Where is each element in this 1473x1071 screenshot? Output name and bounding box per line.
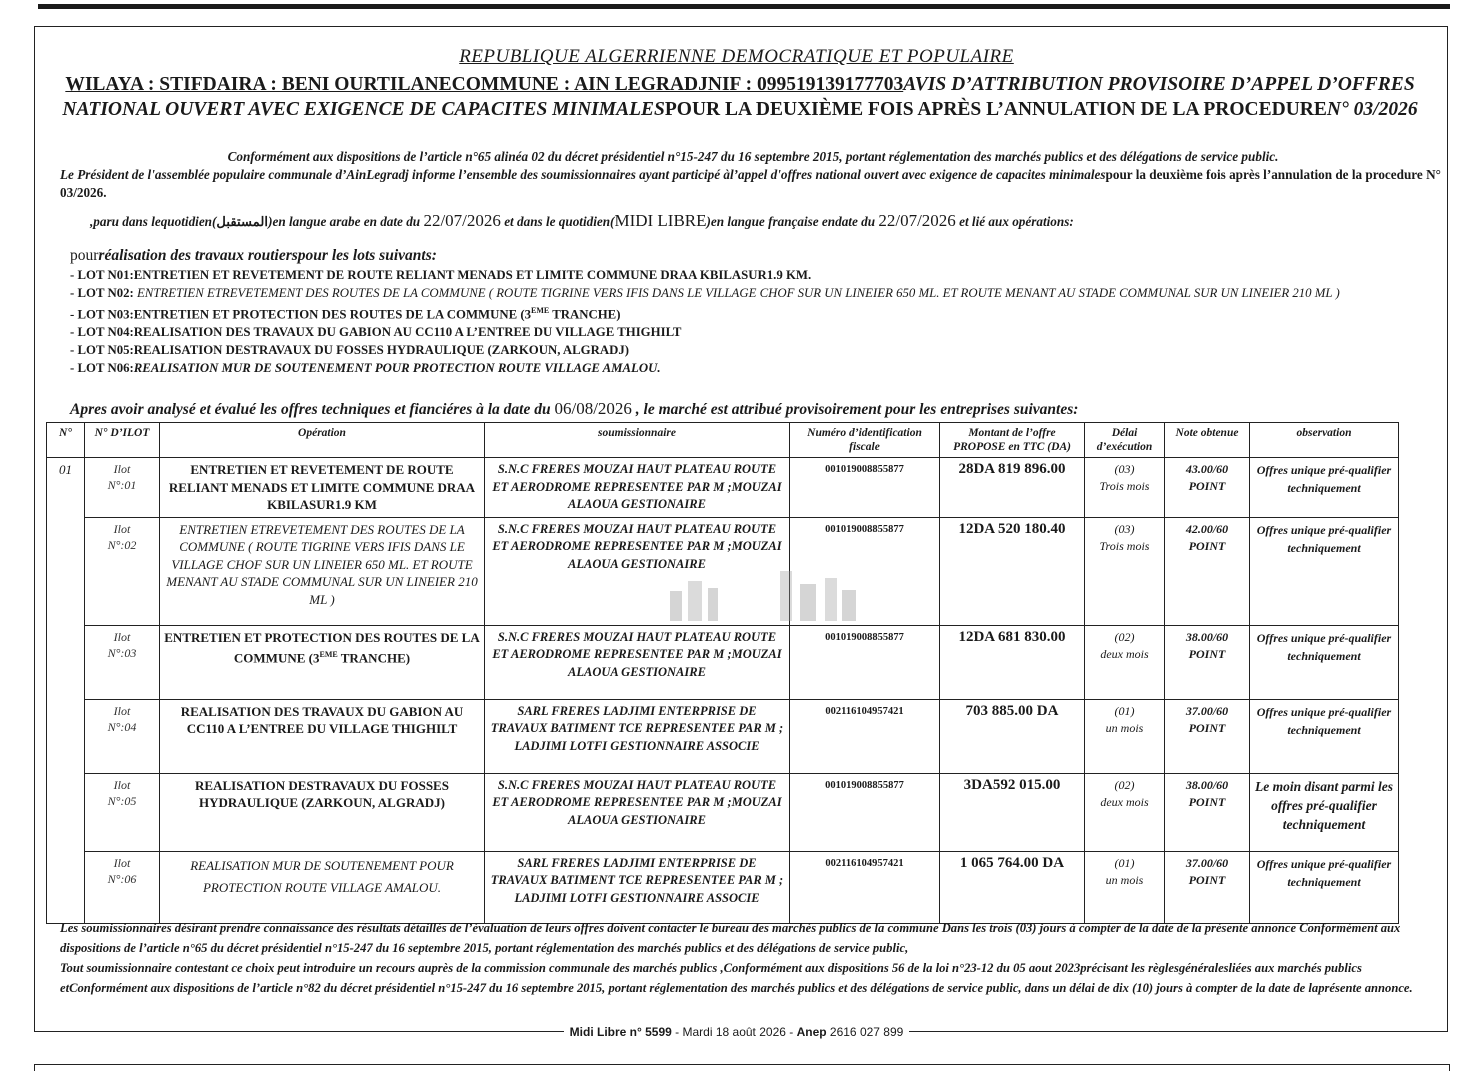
nif-cell: 002116104957421 [790, 699, 940, 773]
footer-note-results: Les soumissionnaires désirant prendre connaissance des résultats détaillés de l’évaluation de leurs offres doivent contacter le bureau des marchés publics de la commune Dans les trois (03) jours à compter de la date de la présente annonce Conformément aux dispositions de l’article n°65 du décret présidentiel n°15-247 du 16 septembre 2015, portant réglementation des marchés publics et des délégations de service public, [60, 921, 1401, 955]
lot-item: - LOT N06:REALISATION MUR DE SOUTENEMENT POUR PROTECTION ROUTE VILLAGE AMALOU. [70, 361, 661, 376]
publication-footer [0, 1023, 1473, 1041]
ilot-cell: Ilot N°:05 [85, 773, 160, 851]
anep-number: 2616 027 899 [826, 1025, 904, 1039]
republic-title: REPUBLIQUE ALGERRIENNE DEMOCRATIQUE ET POPULAIRE [459, 46, 1014, 67]
col-header: observation [1250, 423, 1399, 458]
col-header: N° D’ILOT [85, 423, 160, 458]
col-header: N° [47, 423, 85, 458]
pub-c: et dans le quotidien( [500, 214, 615, 229]
pub-d: )en langue française endate du [706, 214, 879, 229]
footer-notes [60, 918, 1420, 998]
midi-libre-name: MIDI LIBRE [614, 211, 707, 230]
lot-item: - LOT N03:ENTRETIEN ET PROTECTION DES ROUTES DE LA COMMUNE (3EME TRANCHE) [70, 306, 621, 322]
operation-cell: ENTRETIEN ET PROTECTION DES ROUTES DE LA COMMUNE (3EME TRANCHE) [160, 625, 485, 699]
bidder-cell: SARL FRERES LADJIMI ENTERPRISE DE TRAVAUX BATIMENT TCE REPRESENTEE PAR M ; LADJIMI LOTFI GESTIONNAIRE ASSOCIE [485, 699, 790, 773]
delay-cell: (02) deux mois [1085, 625, 1165, 699]
table-header-row [47, 423, 1399, 458]
bidder-cell: SARL FRERES LADJIMI ENTERPRISE DE TRAVAUX BATIMENT TCE REPRESENTEE PAR M ; LADJIMI LOTFI GESTIONNAIRE ASSOCIE [485, 851, 790, 923]
works-rest: réalisation des travaux routierspour les lots suivants: [98, 247, 437, 264]
ilot-cell: Ilot N°:04 [85, 699, 160, 773]
operation-cell: REALISATION DESTRAVAUX DU FOSSES HYDRAULIQUE (ZARKOUN, ALGRADJ) [160, 773, 485, 851]
avis-rest: POUR LA DEUXIÈME FOIS APRÈS L’ANNULATION DE LA PROCEDURE [664, 99, 1327, 120]
ilot-cell: Ilot N°:01 [85, 458, 160, 518]
nif-cell: 001019008855877 [790, 517, 940, 625]
score-cell: 38.00/60 POINT [1165, 773, 1250, 851]
observation-cell: Le moin disant parmi les offres pré-qualifier techniquement [1250, 773, 1399, 851]
procedure-number: N° 03/2026 [1326, 99, 1418, 120]
table-row [47, 458, 1399, 518]
arabic-newspaper: المستقبل [216, 214, 269, 229]
nif-cell: 002116104957421 [790, 851, 940, 923]
delay-cell: (03) Trois mois [1085, 517, 1165, 625]
lots-list [70, 266, 1430, 377]
delay-cell: (03) Trois mois [1085, 458, 1165, 518]
publication-date: - Mardi 18 août 2026 - [671, 1025, 797, 1039]
nif-cell: 001019008855877 [790, 773, 940, 851]
observation-cell: Offres unique pré-qualifier techniquement [1250, 458, 1399, 518]
col-header: Délai d’exécution [1085, 423, 1165, 458]
score-cell: 37.00/60 POINT [1165, 699, 1250, 773]
observation-cell: Offres unique pré-qualifier techniquement [1250, 851, 1399, 923]
operation-cell: ENTRETIEN ET REVETEMENT DE ROUTE RELIANT MENADS ET LIMITE COMMUNE DRAA KBILASUR1.9 KM [160, 458, 485, 518]
table-row [47, 699, 1399, 773]
intro-legal-ref: Conformément aux dispositions de l’article n°65 alinéa 02 du décret présidentiel n°15-247 du 16 septembre 2015, portant réglementation des marchés publics et des délégations de service public. [227, 149, 1279, 164]
intro-president-a: Le Président de l'assemblée populaire communale d’AinLegradj informe l’ensemble des soumissionnaires ayant participé àl’appel d'offres national ouvert avec exigence de capacites minimales [60, 167, 1106, 182]
amount-cell: 12DA 520 180.40 [940, 517, 1085, 625]
amount-cell: 12DA 681 830.00 [940, 625, 1085, 699]
notice-title [60, 72, 1420, 122]
pub-a: ,paru dans lequotidien( [90, 214, 217, 229]
intro-president-b: pour la deuxième fois après l’annulation de la procedure [1105, 167, 1423, 182]
intro-president-c: N° 03/2026. [60, 167, 1441, 200]
operation-cell: ENTRETIEN ETREVETEMENT DES ROUTES DE LA COMMUNE ( ROUTE TIGRINE VERS IFIS DANS LE VILLAGE CHOF SUR UN LINEIER 650 ML. ET ROUTE MENANT AU STADE COMMUNAL SUR UN LINEIER 210 ML ) [160, 517, 485, 625]
lot-item: - LOT N04:REALISATION DES TRAVAUX DU GABION AU CC110 A L’ENTREE DU VILLAGE THIGHILT [70, 325, 682, 340]
footer-note-appeal: Tout soumissionnaire contestant ce choix peut introduire un recours auprès de la commission communale des marchés publics ,Conformément aux dispositions 56 de la loi n°23-12 du 05 aout 2023précisant les règlesgénéralesliées aux marchés publics etConformément aux dispositions de l’article n°82 du décret présidentiel n°15-247 du 16 septembre 2015, portant réglementation des marchés publics et des délégations de service public, dans un délai de dix (10) jours à compter de la date de laprésente annonce. [60, 961, 1413, 995]
intro-publication [90, 212, 1430, 231]
amount-cell: 703 885.00 DA [940, 699, 1085, 773]
amount-cell: 28DA 819 896.00 [940, 458, 1085, 518]
attribution-table [46, 422, 1399, 924]
pub-e: et lié aux opérations: [955, 214, 1074, 229]
score-cell: 42.00/60 POINT [1165, 517, 1250, 625]
ilot-cell: Ilot N°:03 [85, 625, 160, 699]
works-pour: pour [70, 247, 99, 264]
col-header: Numéro d’identification fiscale [790, 423, 940, 458]
row-number: 01 [47, 458, 85, 924]
bidder-cell: S.N.C FRERES MOUZAI HAUT PLATEAU ROUTE ET AERODROME REPRESENTEE PAR M ;MOUZAI ALAOUA GESTIONAIRE [485, 458, 790, 518]
analysis-date: 06/08/2026 [554, 399, 632, 418]
intro-president [60, 166, 1445, 202]
nif-cell: 001019008855877 [790, 625, 940, 699]
observation-cell: Offres unique pré-qualifier techniquement [1250, 625, 1399, 699]
observation-cell: Offres unique pré-qualifier techniquement [1250, 517, 1399, 625]
lot-item: - LOT N02: ENTRETIEN ETREVETEMENT DES ROUTES DE LA COMMUNE ( ROUTE TIGRINE VERS IFIS DANS LE VILLAGE CHOF SUR UN LINEIER 650 ML. ET ROUTE MENANT AU STADE COMMUNAL SUR UN LINEIER 210 ML ) [70, 286, 1340, 300]
wilaya-line: WILAYA : STIFDAIRA : BENI OURTILANECOMMUNE : AIN LEGRADJNIF : 099519139177703 [65, 74, 904, 95]
col-header: Note obtenue [1165, 423, 1250, 458]
score-cell: 37.00/60 POINT [1165, 851, 1250, 923]
ilot-cell: Ilot N°:06 [85, 851, 160, 923]
bidder-cell: S.N.C FRERES MOUZAI HAUT PLATEAU ROUTE ET AERODROME REPRESENTEE PAR M ;MOUZAI ALAOUA GESTIONAIRE [485, 773, 790, 851]
faded-stamp-mark [660, 566, 875, 626]
top-rule [38, 4, 1450, 9]
amount-cell: 3DA592 015.00 [940, 773, 1085, 851]
pub-date-1: 22/07/2026 [423, 211, 501, 230]
amount-cell: 1 065 764.00 DA [940, 851, 1085, 923]
works-intro [70, 247, 670, 265]
lot-item: - LOT N01:ENTRETIEN ET REVETEMENT DE ROUTE RELIANT MENADS ET LIMITE COMMUNE DRAA KBILASUR1.9 KM. [70, 268, 812, 282]
observation-cell: Offres unique pré-qualifier techniquement [1250, 699, 1399, 773]
delay-cell: (01) un mois [1085, 699, 1165, 773]
delay-cell: (01) un mois [1085, 851, 1165, 923]
anep-label: Anep [796, 1025, 827, 1039]
col-header: soumissionnaire [485, 423, 790, 458]
delay-cell: (02) deux mois [1085, 773, 1165, 851]
avis-title: AVIS D’ATTRIBUTION PROVISOIRE D’APPEL D’OFFRES NATIONAL OUVERT AVEC EXIGENCE DE CAPACITES MINIMALES [62, 74, 1415, 120]
operation-cell: REALISATION MUR DE SOUTENEMENT POUR PROTECTION ROUTE VILLAGE AMALOU. [160, 851, 485, 923]
lot-item: - LOT N05:REALISATION DESTRAVAUX DU FOSSES HYDRAULIQUE (ZARKOUN, ALGRADJ) [70, 343, 630, 358]
operation-cell: REALISATION DES TRAVAUX DU GABION AU CC110 A L’ENTREE DU VILLAGE THIGHILT [160, 699, 485, 773]
ilot-cell: Ilot N°:02 [85, 517, 160, 625]
analysis-statement: Apres avoir analysé et évalué les offres techniques et fianciéres à la date du 06/08/2026 , le marché est attribué provisoirement pour les entreprises suivantes: [70, 399, 1079, 418]
score-cell: 43.00/60 POINT [1165, 458, 1250, 518]
score-cell: 38.00/60 POINT [1165, 625, 1250, 699]
table-row [47, 773, 1399, 851]
table-row [47, 851, 1399, 923]
newspaper-issue: Midi Libre n° 5599 [569, 1025, 672, 1039]
col-header: Opération [160, 423, 485, 458]
bidder-cell: S.N.C FRERES MOUZAI HAUT PLATEAU ROUTE ET AERODROME REPRESENTEE PAR M ;MOUZAI ALAOUA GESTIONAIRE [485, 517, 790, 625]
table-row [47, 625, 1399, 699]
pub-b: )en langue arabe en date du [268, 214, 424, 229]
pub-date-2: 22/07/2026 [878, 211, 956, 230]
col-header: Montant de l’offre PROPOSE en TTC (DA) [940, 423, 1085, 458]
nif-cell: 001019008855877 [790, 458, 940, 518]
bidder-cell: S.N.C FRERES MOUZAI HAUT PLATEAU ROUTE ET AERODROME REPRESENTEE PAR M ;MOUZAI ALAOUA GESTIONAIRE [485, 625, 790, 699]
